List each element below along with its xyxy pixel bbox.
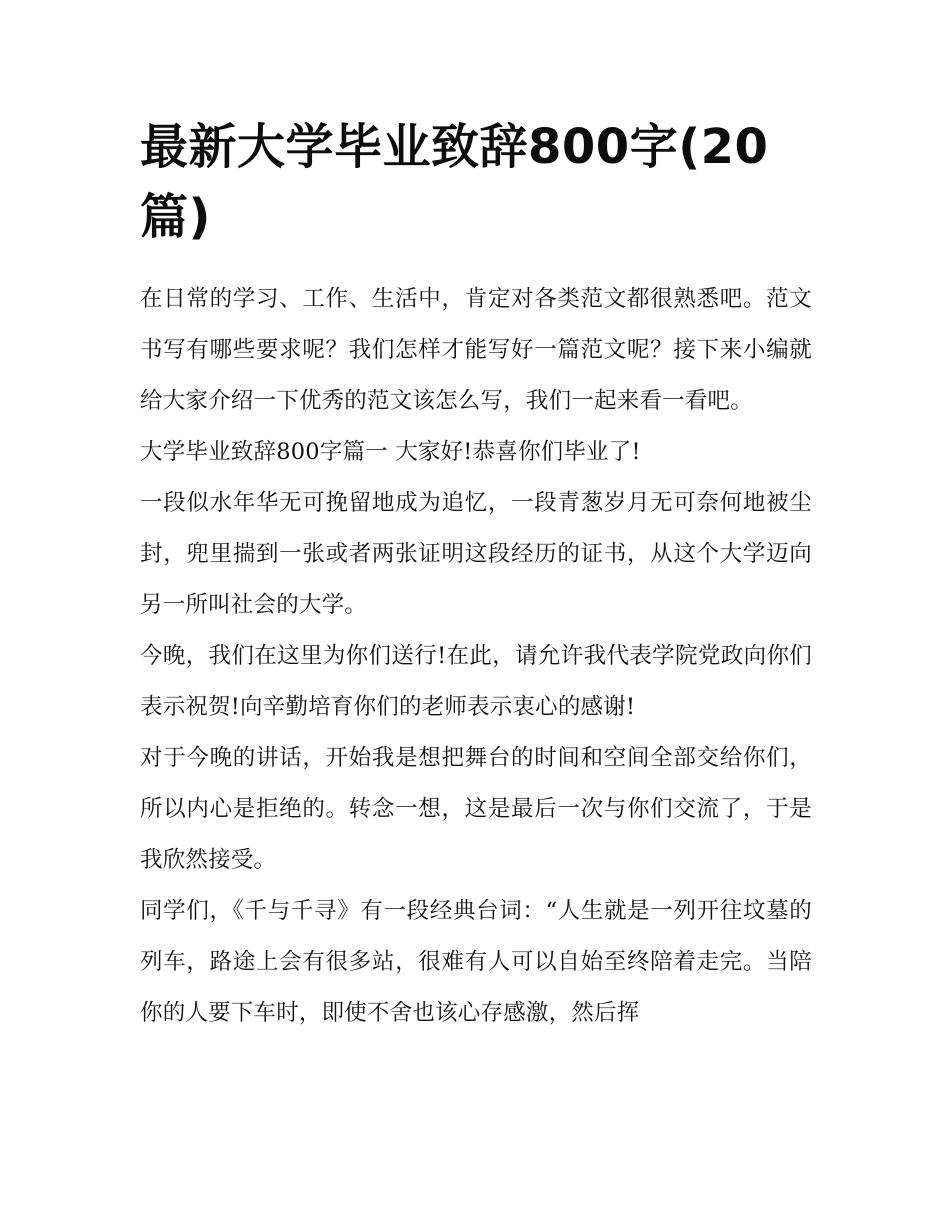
paragraph-greeting: 大学毕业致辞800字篇一 大家好!恭喜你们毕业了! — [140, 439, 641, 465]
document-title: 最新大学毕业致辞800字(20篇) — [140, 119, 769, 245]
document-body — [140, 112, 812, 1039]
paragraph-farewell: 今晚，我们在这里为你们送行!在此，请允许我代表学院党政向你们表示祝贺!向辛勤培育你们的老师表示衷心的感谢! — [140, 643, 812, 720]
paragraph-memories: 一段似水年华无可挽留地成为追忆，一段青葱岁月无可奈何地被尘封，兜里揣到一张或者两张证明这段经历的证书，从这个大学迈向另一所叫社会的大学。 — [140, 490, 812, 618]
paragraph-quote: 同学们，《千与千寻》有一段经典台词：“人生就是一列开往坟墓的列车，路途上会有很多站，很难有人可以自始至终陪着走完。当陪你的人要下车时，即使不舍也该心存感激，然后挥 — [140, 898, 812, 1026]
paragraph-speech: 对于今晚的讲话，开始我是想把舞台的时间和空间全部交给你们，所以内心是拒绝的。转念一想，这是最后一次与你们交流了，于是我欣然接受。 — [140, 745, 812, 873]
paragraph-intro: 在日常的学习、工作、生活中，肯定对各类范文都很熟悉吧。范文书写有哪些要求呢？我们怎样才能写好一篇范文呢？接下来小编就给大家介绍一下优秀的范文该怎么写，我们一起来看一看吧。 — [140, 286, 812, 414]
